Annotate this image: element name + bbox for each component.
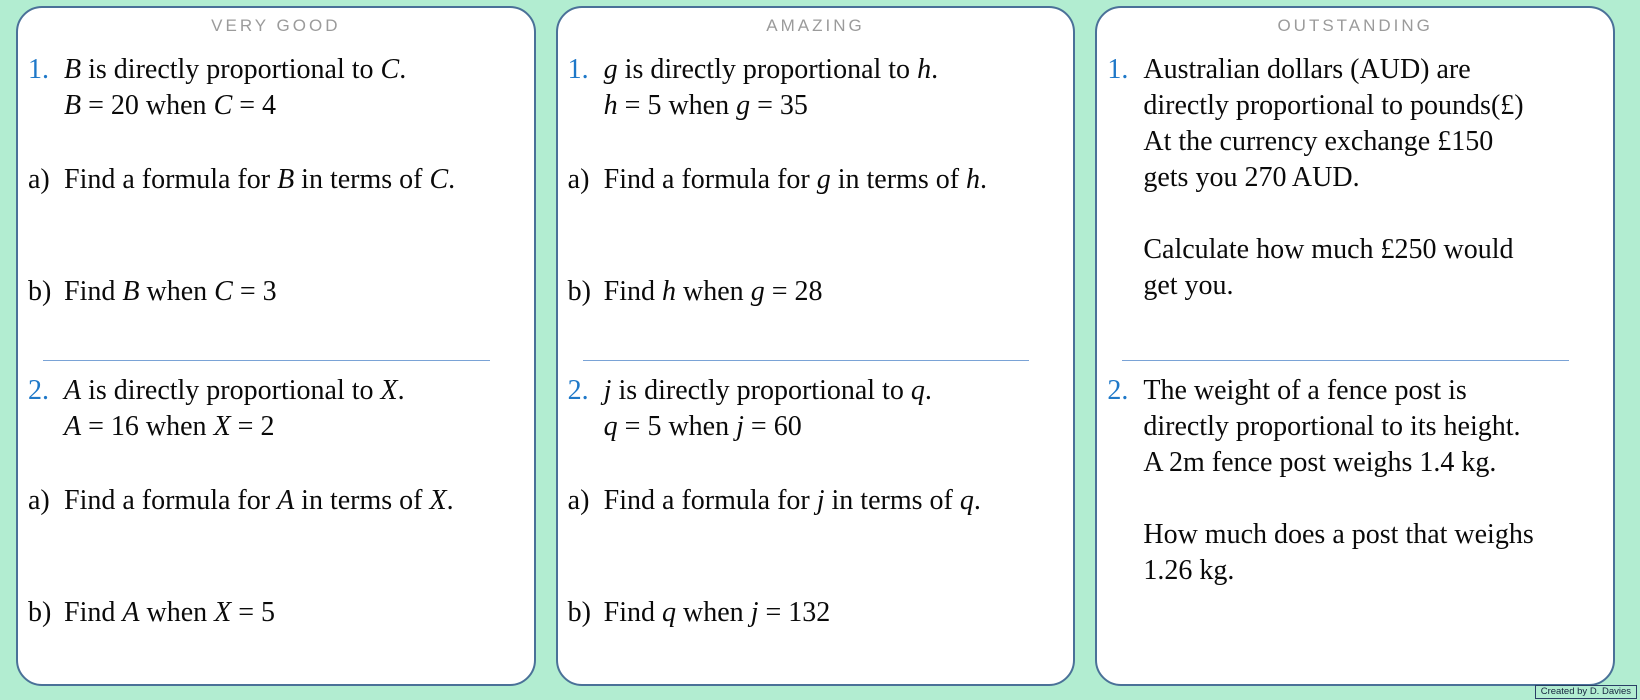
text-segment: when [139,597,215,628]
question-b [568,595,1064,631]
text-segment: . [924,375,932,406]
statement-line: At the currency exchange £150 [1143,126,1494,157]
statement-lines [604,373,1064,445]
text-segment: . [931,54,939,85]
question-text [64,483,524,519]
text-segment: in terms of [294,485,430,516]
card-title: OUTSTANDING [1277,16,1433,35]
problem-number: 2. [1107,375,1129,406]
card-outstanding [1095,6,1615,686]
variable: B [64,90,82,121]
variable: X [214,597,232,628]
question-label: b) [567,276,591,307]
variable: q [603,411,618,442]
statement-lines [604,52,1064,124]
worksheet-board [16,6,1615,686]
question-text [604,595,1064,631]
question-text [604,483,1064,519]
question-a [568,162,1064,198]
text-segment: = 5 when [617,90,737,121]
text-segment: = 4 [232,90,277,121]
statement-lines [1143,52,1603,304]
text-segment: is directly proportional to [611,375,911,406]
variable: B [277,164,295,195]
text-segment: Find [603,276,663,307]
variable: q [662,597,677,628]
question-text: How much does a post that weighs [1143,519,1534,550]
problem-statement [568,52,1064,124]
question-text [604,162,1064,198]
question-text [64,274,524,310]
variable: C [213,90,233,121]
text-segment: Find [64,597,123,628]
question-text [64,162,524,198]
text-segment: Find a formula for [64,485,278,516]
question-a [28,162,524,198]
text-segment: = 16 when [81,411,214,442]
variable: h [662,276,677,307]
variable: h [966,164,981,195]
question-text [64,595,524,631]
problem-statement [1107,373,1603,589]
statement-line [64,409,524,445]
statement-line: A 2m fence post weighs 1.4 kg. [1143,447,1497,478]
variable: h [603,90,618,121]
text-segment: in terms of [824,485,960,516]
question-label: a) [28,164,50,195]
text-segment: Find [64,276,123,307]
variable: C [214,276,233,307]
text-segment: in terms of [830,164,967,195]
question-label: b) [28,276,52,307]
variable: g [603,54,618,85]
text-segment: when [676,276,751,307]
statement-line [604,52,1064,88]
text-segment: = 5 when [617,411,737,442]
card-very-good [16,6,536,686]
problem-statement [28,52,524,124]
question-b [28,274,524,310]
text-segment: = 2 [230,411,275,442]
section-divider [1122,360,1569,361]
text-segment: Find [603,597,663,628]
problem-statement [28,373,524,445]
text-segment: . [446,485,454,516]
question-label: a) [567,485,590,516]
question-b [28,595,524,631]
variable: q [910,375,925,406]
statement-line: directly proportional to pounds(£) [1143,90,1524,121]
text-segment: . [973,485,981,516]
text-segment: is directly proportional to [617,54,918,85]
variable: X [213,411,231,442]
question-text: get you. [1143,270,1234,301]
text-segment: = 28 [764,276,823,307]
question-a [28,483,524,519]
statement-line [604,373,1064,409]
credit-text: Created by D. Davies [1535,685,1637,699]
text-segment: . [448,164,456,195]
text-segment: Find a formula for [64,164,278,195]
variable: g [750,276,765,307]
card-title: VERY GOOD [211,16,341,35]
text-segment: = 5 [231,597,276,628]
question-text [604,274,1064,310]
variable: g [816,164,831,195]
variable: B [64,54,82,85]
statement-line: The weight of a fence post is [1143,375,1467,406]
variable: q [959,485,974,516]
variable: g [736,90,751,121]
statement-line [604,409,1064,445]
variable: A [122,597,140,628]
text-segment: = 132 [758,597,831,628]
section-divider [43,360,490,361]
text-segment: . [397,375,405,406]
statement-line: directly proportional to its height. [1143,411,1521,442]
statement-line [64,52,524,88]
question-text: Calculate how much £250 would [1143,234,1514,265]
statement-lines [64,373,524,445]
variable: B [122,276,140,307]
statement-line [64,88,524,124]
text-segment: = 3 [232,276,277,307]
text-segment: Find a formula for [603,485,817,516]
text-segment: is directly proportional to [81,54,381,85]
statement-line: gets you 270 AUD. [1143,162,1360,193]
variable: C [380,54,400,85]
statement-line: Australian dollars (AUD) are [1143,54,1471,85]
statement-lines [1143,373,1603,589]
variable: C [429,164,449,195]
variable: j [736,411,744,442]
variable: A [277,485,295,516]
text-segment: = 60 [743,411,802,442]
text-segment: . [980,164,988,195]
card-title: AMAZING [766,16,865,35]
section-divider [583,360,1030,361]
variable: X [429,485,447,516]
card-amazing [556,6,1076,686]
text-segment: . [399,54,407,85]
text-segment: when [139,276,215,307]
problem-number: 2. [28,375,49,406]
variable: j [750,597,759,628]
problem-statement [568,373,1064,445]
statement-lines [64,52,524,124]
question-label: b) [567,597,591,628]
question-label: a) [567,164,590,195]
variable: j [816,485,825,516]
question-b [568,274,1064,310]
variable: A [64,411,82,442]
question-label: a) [28,485,50,516]
variable: h [917,54,932,85]
question-label: b) [28,597,52,628]
problem-number: 1. [567,54,589,85]
text-segment: Find a formula for [603,164,817,195]
problem-number: 1. [28,54,49,85]
text-segment: = 20 when [81,90,214,121]
problem-number: 1. [1107,54,1129,85]
statement-line [604,88,1064,124]
variable: j [603,375,612,406]
text-segment: is directly proportional to [81,375,381,406]
text-segment: = 35 [750,90,808,121]
question-text: 1.26 kg. [1143,555,1235,586]
text-segment: in terms of [294,164,430,195]
statement-line [64,373,524,409]
text-segment: when [676,597,751,628]
variable: X [380,375,398,406]
variable: A [64,375,82,406]
question-a [568,483,1064,519]
problem-number: 2. [567,375,589,406]
problem-statement [1107,52,1603,304]
